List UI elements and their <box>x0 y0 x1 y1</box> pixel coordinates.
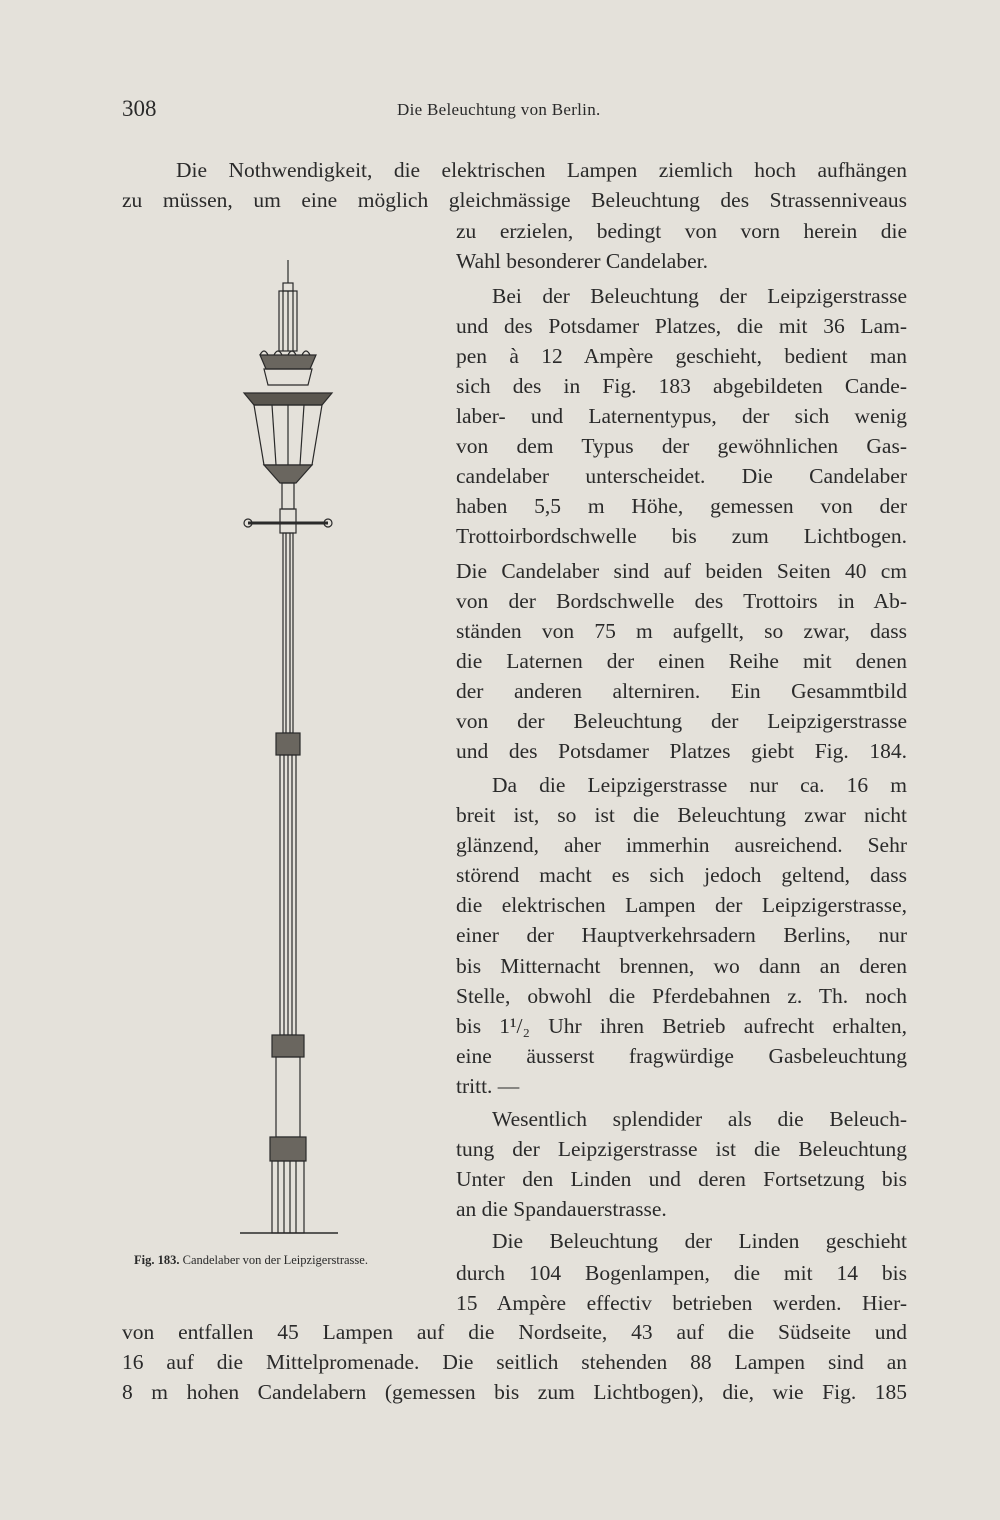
text-line: ständen von 75 m aufgellt, so zwar, dass <box>456 619 907 643</box>
text-line: die elektrischen Lampen der Leipzigerstrasse, <box>456 893 907 917</box>
text-line: Bei der Beleuchtung der Leipzigerstrasse <box>492 284 907 308</box>
text-line: durch 104 Bogenlampen, die mit 14 bis <box>456 1261 907 1285</box>
text-line: laber- und Laternentypus, der sich wenig <box>456 404 907 428</box>
text-line: von der Bordschwelle des Trottoirs in Ab- <box>456 589 907 613</box>
text-line: störend macht es sich jedoch geltend, dass <box>456 863 907 887</box>
text-line: die Laternen der einen Reihe mit denen <box>456 649 907 673</box>
text-line: 8 m hohen Candelabern (gemessen bis zum Lichtbogen), die, wie Fig. 185 <box>122 1380 907 1404</box>
text-line: und des Potsdamer Platzes giebt Fig. 184. <box>456 739 907 763</box>
text-line: Wesentlich splendider als die Beleuch- <box>492 1107 907 1131</box>
text-line: eine äusserst fragwürdige Gasbeleuchtung <box>456 1044 907 1068</box>
text-line: tritt. — <box>456 1074 520 1098</box>
text-line: bis Mitternacht brennen, wo dann an deren <box>456 954 907 978</box>
text-line: von dem Typus der gewöhnlichen Gas- <box>456 434 907 458</box>
text-line: einer der Hauptverkehrsadern Berlins, nur <box>456 923 907 947</box>
text-line: Unter den Linden und deren Fortsetzung bis <box>456 1167 907 1191</box>
figure-caption-text: Candelaber von der Leipzigerstrasse. <box>182 1253 368 1267</box>
text-line: zu erzielen, bedingt von vorn herein die <box>456 219 907 243</box>
text-line: Stelle, obwohl die Pferdebahnen z. Th. noch <box>456 984 907 1008</box>
text-line: tung der Leipzigerstrasse ist die Beleuchtung <box>456 1137 907 1161</box>
text-line: candelaber unterscheidet. Die Candelaber <box>456 464 907 488</box>
text-line: Die Candelaber sind auf beiden Seiten 40 cm <box>456 559 907 583</box>
text-line: Die Nothwendigkeit, die elektrischen Lampen ziemlich hoch aufhängen <box>176 158 907 182</box>
text-line: Wahl besonderer Candelaber. <box>456 249 708 273</box>
lamp-post-engraving-icon <box>230 255 350 1245</box>
text-line: haben 5,5 m Höhe, gemessen von der <box>456 494 907 518</box>
text-line: sich des in Fig. 183 abgebildeten Cande- <box>456 374 907 398</box>
page-number: 308 <box>122 96 157 121</box>
text-line: Trottoirbordschwelle bis zum Lichtbogen. <box>456 524 907 548</box>
page-header <box>122 96 907 128</box>
text-line: bis 1¹/₂ Uhr ihren Betrieb aufrecht erhalten, <box>456 1014 907 1038</box>
figure-label: Fig. 183. <box>134 1253 180 1267</box>
text-line: 16 auf die Mittelpromenade. Die seitlich stehenden 88 Lampen sind an <box>122 1350 907 1374</box>
text-line: glänzend, aher immerhin ausreichend. Sehr <box>456 833 907 857</box>
running-title: Die Beleuchtung von Berlin. <box>397 100 601 119</box>
text-line: Da die Leipzigerstrasse nur ca. 16 m <box>492 773 907 797</box>
text-line: zu müssen, um eine möglich gleichmässige Beleuchtung des Strassenniveaus <box>122 188 907 212</box>
text-line: Die Beleuchtung der Linden geschieht <box>492 1229 907 1253</box>
text-line: von der Beleuchtung der Leipzigerstrasse <box>456 709 907 733</box>
text-line: und des Potsdamer Platzes, die mit 36 Lam- <box>456 314 907 338</box>
text-line: an die Spandauerstrasse. <box>456 1197 667 1221</box>
text-line: von entfallen 45 Lampen auf die Nordseite, 43 auf die Südseite und <box>122 1320 907 1344</box>
text-line: der anderen alterniren. Ein Gesammtbild <box>456 679 907 703</box>
figure-caption <box>134 1253 368 1268</box>
text-line: 15 Ampère effectiv betrieben werden. Hier- <box>456 1291 907 1315</box>
text-line: breit ist, so ist die Beleuchtung zwar nicht <box>456 803 907 827</box>
text-line: pen à 12 Ampère geschieht, bedient man <box>456 344 907 368</box>
